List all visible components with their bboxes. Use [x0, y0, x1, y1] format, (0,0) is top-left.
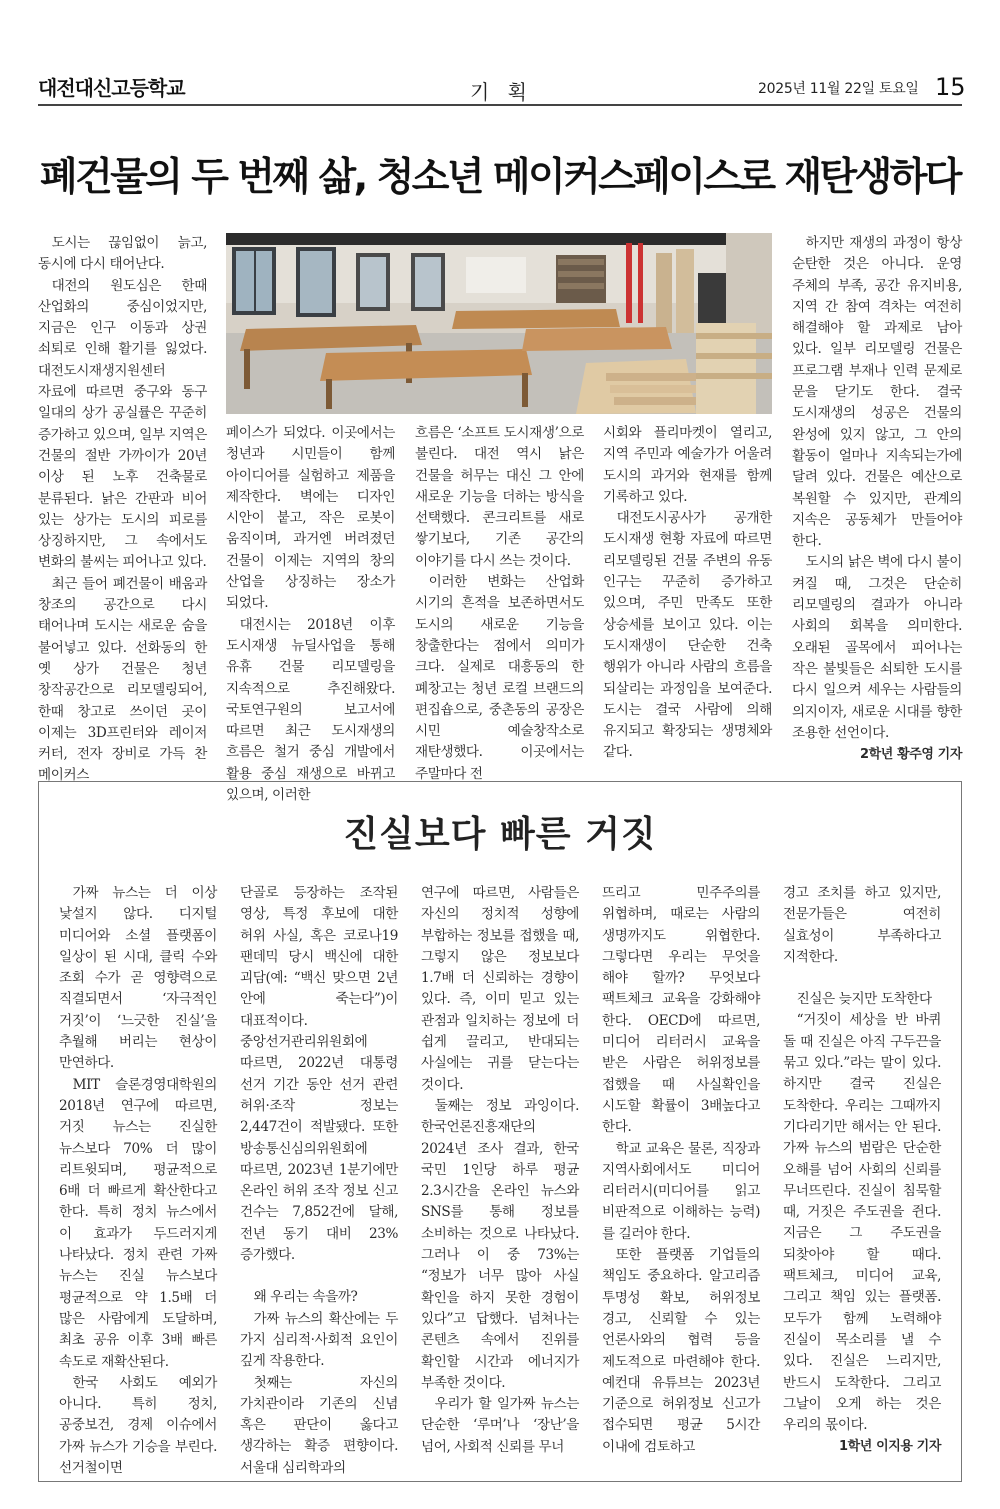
- article2-col1-para-1: 가짜 뉴스는 더 이상 낯설지 않다. 디지털 미디어와 소셜 플랫폼이 일상이 된 시대, 클릭 수와 조회 수가 곧 영향력으로 직결되면서 ‘자극적인 거짓’이 ‘느긋한 진실’을 추월해 버리는 현상이 만연하다.: [59, 885, 217, 1072]
- article2-column-4: [602, 883, 760, 1453]
- article2-col4-para-3: 또한 플랫폼 기업들의 책임도 중요하다. 알고리즘 투명성 확보, 허위정보 경고, 신뢰할 수 있는 언론사와의 협력 등을 제도적으로 마련해야 한다. 예컨대 유튜브는 2023년 기준으로 허위정보 신고가 접수되면 평균 5시간 이내에 검토하고: [602, 1247, 760, 1455]
- article2-col3-para-1: 연구에 따르면, 사람들은 자신의 정치적 성향에 부합하는 정보를 접했을 때, 그렇지 않은 정보보다 1.7배 더 신뢰하는 경향이 있다. 즉, 이미 믿고 있는 관점과 일치하는 정보에 더 쉽게 끌리고, 반대되는 사실에는 귀를 닫는다는 것이다.: [421, 885, 579, 1093]
- article2-headline: 진실보다 빠른 거짓: [343, 813, 657, 855]
- issue-date: 2025년 11월 22일 토요일: [758, 81, 919, 97]
- article1-headline: 폐건물의 두 번째 삶, 청소년 메이커스페이스로 재탄생하다: [40, 155, 960, 200]
- article2-col3-para-2: 둘째는 정보 과잉이다. 한국언론진흥재단의 2024년 조사 결과, 한국 국민 1인당 하루 평균 2.3시간을 온라인 뉴스와 SNS를 통해 정보를 소비하는 것으로 나타났다. 그러나 이 중 73%는 “정보가 너무 많아 사실 확인을 하지 못한 경험이 있다”고 답했다. 넘쳐나는 콘텐츠 속에서 진위를 확인할 시간과 에너지가 부족한 것이다.: [421, 1097, 579, 1391]
- article2-col5-subheading: 진실은 늦지만 도착한다: [796, 991, 932, 1008]
- article1-col3-para-1: 흐름은 ‘소프트 도시재생’으로 불린다. 대전 역시 낡은 건물을 허무는 대신 그 안에 새로운 기능을 더하는 방식을 선택했다. 콘크리트를 새로 쌓기보다, 기존 공간의 이야기를 다시 쓰는 것이다.: [415, 425, 584, 569]
- article1-col1-para-2: 대전의 원도심은 한때 산업화의 중심이었지만, 지금은 인구 이동과 상권 쇠퇴로 인해 활기를 잃었다. 대전도시재생지원센터 자료에 따르면 중구와 동구 일대의 상가 공실률은 꾸준히 증가하고 있으며, 일부 지역은 건물의 절반 가까이가 20년 이상 된 노후 건축물로 분류된다. 낡은 간판과 비어 있는 상가는 도시의 피로를 상징하지만, 그 속에서도 변화의 불씨는 피어나고 있다.: [38, 277, 207, 571]
- page-number: 15: [935, 73, 966, 101]
- article2-column-1: [59, 883, 217, 1477]
- section-label: 기 획: [470, 80, 533, 104]
- workshop-photo-illustration: [226, 233, 772, 414]
- article2-col2-subheading: 왜 우리는 속을까?: [253, 1289, 358, 1306]
- article2-col2-para-2: 가짜 뉴스의 확산에는 두 가지 심리적·사회적 요인이 깊게 작용한다.: [240, 1310, 398, 1370]
- article2-col5-para-2: “거짓이 세상을 반 바퀴 돌 때 진실은 아직 구두끈을 묶고 있다.”라는 말이 있다. 하지만 결국 진실은 도착한다. 우리는 그때까지 기다리기만 해서는 안 된다. 가짜 뉴스의 범람은 단순한 오해를 넘어 사회의 신뢰를 무너뜨린다. 진실이 침묵할 때, 거짓은 주도권을 쥔다. 지금은 그 주도권을 되찾아야 할 때다. 팩트체크, 미디어 교육, 그리고 책임 있는 플랫폼. 모두가 함께 노력해야 진실이 목소리를 낼 수 있다. 진실은 느리지만, 반드시 도착한다. 그리고 그날이 오게 하는 것은 우리의 몫이다.: [783, 1012, 941, 1434]
- article2-col3-para-3: 우리가 할 일가짜 뉴스는 단순한 ‘루머’나 ‘장난’을 넘어, 사회적 신뢰를 무너: [421, 1396, 579, 1455]
- article2-column-5: [783, 883, 941, 1463]
- article2-col4-para-2: 학교 교육은 물론, 직장과 지역사회에서도 미디어 리터러시(미디어를 읽고 비판적으로 이해하는 능력)를 길러야 한다.: [602, 1140, 760, 1242]
- article1-col4-para-2: 대전도시공사가 공개한 도시재생 현황 자료에 따르면 리모델링된 건물 주변의 유동 인구는 꾸준히 증가하고 있으며, 주민 만족도 또한 상승세를 보이고 있다. 이는 도시재생이 단순한 건축 행위가 아니라 사람의 흐름을 되살리는 과정임을 보여준다. 도시는 결국 사람에 의해 유지되고 확장되는 생명체와 같다.: [603, 510, 772, 761]
- article1-column-4: [603, 423, 772, 763]
- article1-photo: [226, 233, 772, 414]
- article1-col5-para-1: 하지만 재생의 과정이 항상 순탄한 것은 아니다. 운영 주체의 부족, 공간 유지비용, 지역 간 참여 격차는 여전히 해결해야 할 과제로 남아 있다. 일부 리모델링 건물은 프로그램 부재나 인력 문제로 문을 닫기도 한다. 결국 도시재생의 성공은 건물의 완성에 있지 않고, 그 안의 활동이 얼마나 지속되는가에 달려 있다. 건물은 예산으로 복원할 수 있지만, 관계의 지속은 공동체가 만들어야 한다.: [792, 235, 962, 550]
- article2-col2-para-3: 첫째는 자신의 가치관이라 기존의 신념 혹은 판단이 옳다고 생각하는 확증 편향이다. 서울대 심리학과의: [240, 1374, 398, 1476]
- article1-column-3: [415, 423, 584, 782]
- article1-col1-para-3: 최근 들어 폐건물이 배움과 창조의 공간으로 다시 태어나며 도시는 새로운 숨을 불어넣고 있다. 선화동의 한 옛 상가 건물은 청년 창작공간으로 리모델링되어, 한때 창고로 쓰이던 곳이 이제는 3D프린터와 레이저 커터, 전자 장비로 가득 찬 메이커스: [38, 575, 207, 784]
- article1-column-5: [792, 233, 962, 773]
- article2-col2-para-1: 단골로 등장하는 조작된 영상, 특정 후보에 대한 허위 사실, 혹은 코로나19 팬데믹 당시 백신에 대한 괴담(예: “백신 맞으면 2년 안에 죽는다”)이 대표적이다. 중앙선거관리위원회에 따르면, 2022년 대통령 선거 기간 동안 선거 관련 허위·조작 정보는 2,447건이 적발됐다. 또한 방송통신심의위원회에 따르면, 2023년 1분기에만 온라인 허위 조작 정보 신고 건수는 7,852건에 달해, 전년 동기 대비 23% 증가했다.: [240, 885, 398, 1264]
- article2-column-3: [421, 883, 579, 1453]
- article1-col3-para-2: 이러한 변화는 산업화 시기의 흔적을 보존하면서도 도시의 새로운 기능을 창출한다는 점에서 의미가 크다. 실제로 대흥동의 한 폐창고는 청년 로컬 브랜드의 편집숍으로, 중촌동의 공장은 시민 예술창작소로 재탄생했다. 이곳에서는 주말마다 전: [415, 574, 584, 782]
- article2-col5-para-1: 경고 조치를 하고 있지만, 전문가들은 여전히 실효성이 부족하다고 지적한다.: [783, 885, 941, 965]
- article1-byline: 2학년 황주영 기자: [859, 747, 962, 763]
- article2-col4-para-1: 뜨리고 민주주의를 위협하며, 때로는 사람의 생명까지도 위협한다. 그렇다면 우리는 무엇을 해야 할까? 무엇보다 팩트체크 교육을 강화해야 한다. OECD에 따르면, 미디어 리터러시 교육을 받은 사람은 허위정보를 접했을 때 사실확인을 시도할 확률이 3배높다고 한다.: [602, 885, 760, 1136]
- article1-col1-para-1: 도시는 끊임없이 늙고, 동시에 다시 태어난다.: [38, 235, 207, 273]
- article1-column-1: [38, 233, 207, 784]
- article1-col2-para-1: 페이스가 되었다. 이곳에서는 청년과 시민들이 함께 아이디어를 실험하고 제품을 제작한다. 벽에는 디자인 시안이 붙고, 작은 로봇이 움직이며, 과거엔 버려졌던 건물이 이제는 지역의 창의 산업을 상징하는 장소가 되었다.: [226, 425, 395, 612]
- article1-col4-para-1: 시회와 플리마켓이 열리고, 지역 주민과 예술가가 어울려 도시의 과거와 현재를 함께 기록하고 있다.: [603, 425, 772, 505]
- header-rule: [38, 104, 962, 106]
- article2-col1-para-2: MIT 슬론경영대학원의 2018년 연구에 따르면, 거짓 뉴스는 진실한 뉴스보다 70% 더 많이 리트윗되며, 평균적으로 6배 더 빠르게 확산한다고 한다. 특히 정치 뉴스에서 이 효과가 두드러지게 나타났다. 정치 관련 가짜 뉴스는 진실 뉴스보다 평균적으로 약 1.5배 더 많은 사람에게 도달하며, 최초 공유 이후 3배 빠른 속도로 재확산된다.: [59, 1076, 217, 1370]
- newspaper-name: 대전대신고등학교: [38, 76, 185, 100]
- article1-column-2: [226, 423, 395, 804]
- article1-col5-para-2: 도시의 낡은 벽에 다시 불이 켜질 때, 그것은 단순히 리모델링의 결과가 아니라 사회의 회복을 의미한다. 오래된 골목에서 피어나는 작은 불빛들은 쇠퇴한 도시를 다시 일으켜 세우는 사람들의 의지이자, 새로운 시대를 향한 조용한 선언이다.: [792, 554, 962, 741]
- article2-column-2: [240, 883, 398, 1476]
- article2-byline: 1학년 이지용 기자: [838, 1439, 941, 1455]
- article1-col2-para-2: 대전시는 2018년 이후 도시재생 뉴딜사업을 통해 유휴 건물 리모델링을 지속적으로 추진해왔다. 국토연구원의 보고서에 따르면 최근 도시재생의 흐름은 철거 중심 개발에서 활용 중심 재생으로 바뀌고 있으며, 이러한: [226, 616, 395, 804]
- article2-col1-para-3: 한국 사회도 예외가 아니다. 특히 정치, 공중보건, 경제 이슈에서 가짜 뉴스가 기승을 부린다. 선거철이면: [59, 1374, 217, 1477]
